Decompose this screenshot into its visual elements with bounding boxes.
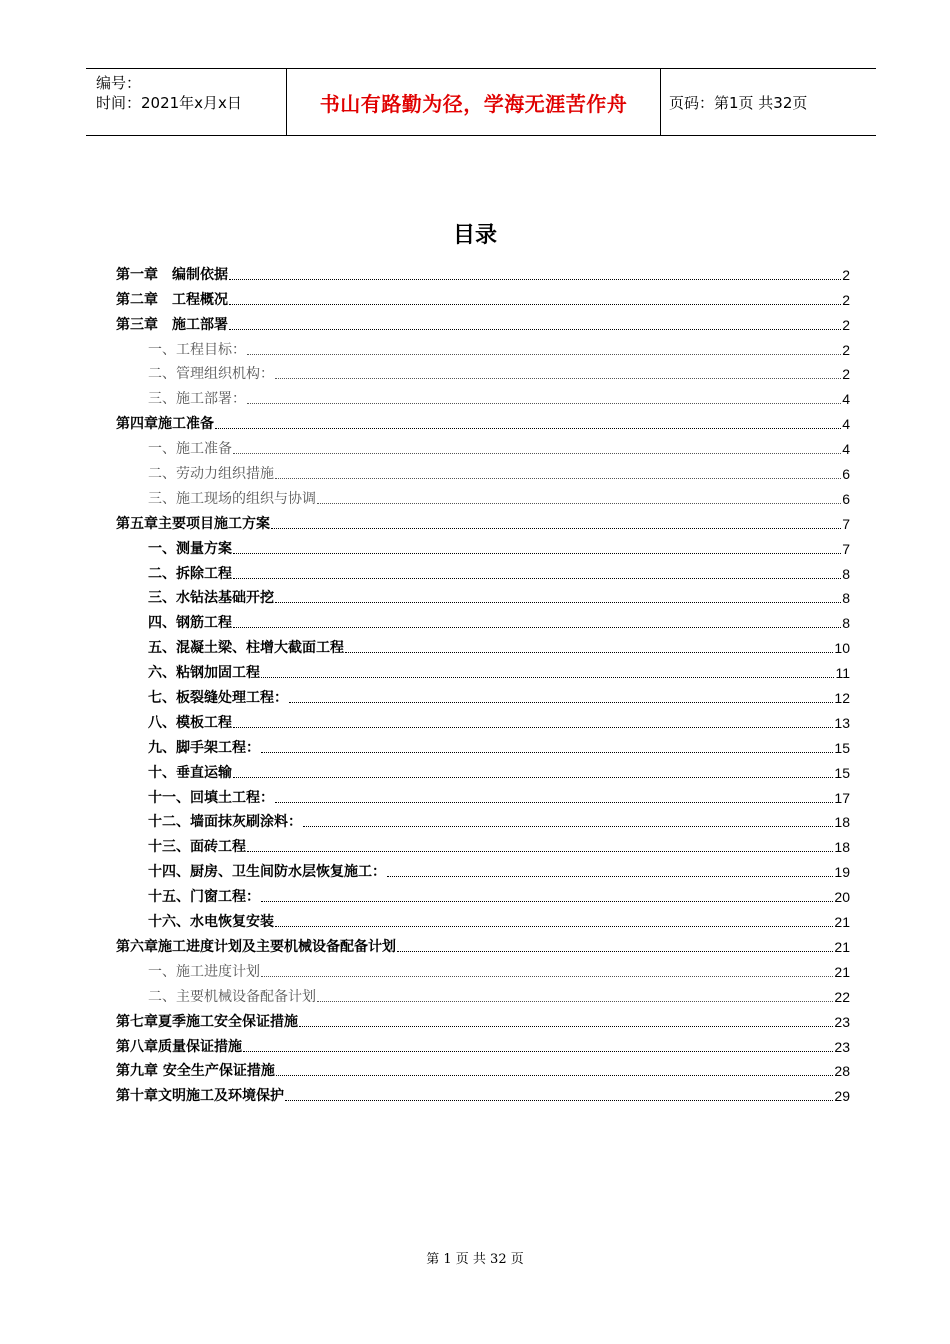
toc-entry-label: 第九章 安全生产保证措施 <box>116 1063 275 1080</box>
toc-dot-leader <box>275 601 841 603</box>
toc-entry[interactable] <box>116 881 850 906</box>
toc-dot-leader <box>345 651 833 653</box>
toc-dot-leader <box>233 726 833 728</box>
toc-entry[interactable] <box>116 458 850 483</box>
toc-entry[interactable] <box>116 707 850 732</box>
header-number-label: 编号： <box>96 74 142 92</box>
toc-dot-leader <box>271 527 841 529</box>
toc-entry-page: 8 <box>842 565 850 582</box>
toc-dot-leader <box>233 626 841 628</box>
toc-entry-label: 第五章主要项目施工方案 <box>116 515 270 532</box>
toc-dot-leader <box>289 701 833 703</box>
toc-entry-page: 6 <box>842 466 850 483</box>
toc-dot-leader <box>275 377 841 379</box>
toc-entry-page: 15 <box>834 739 850 756</box>
toc-entry[interactable] <box>116 284 850 309</box>
toc-entry-page: 23 <box>834 1013 850 1030</box>
toc-entry-label: 二、管理组织机构： <box>148 366 274 383</box>
toc-entry-page: 4 <box>842 416 850 433</box>
header-page-info: 页码：第1页 共32页 <box>669 93 808 112</box>
toc-dot-leader <box>233 452 841 454</box>
toc-entry-label: 第六章施工进度计划及主要机械设备配备计划 <box>116 938 396 955</box>
toc-dot-leader <box>275 801 833 803</box>
toc-entry[interactable] <box>116 906 850 931</box>
toc-entry-page: 10 <box>834 640 850 657</box>
toc-entry[interactable] <box>116 981 850 1006</box>
toc-entry-page: 21 <box>834 938 850 955</box>
page-header <box>86 68 876 136</box>
toc-entry-label: 一、工程目标： <box>148 341 246 358</box>
toc-entry-page: 20 <box>834 889 850 906</box>
toc-dot-leader <box>233 552 841 554</box>
toc-entry-label: 五、混凝土梁、柱增大截面工程 <box>148 640 344 657</box>
toc-entry-page: 11 <box>835 665 850 682</box>
toc-dot-leader <box>247 850 833 852</box>
toc-entry[interactable] <box>116 682 850 707</box>
toc-entry[interactable] <box>116 309 850 334</box>
toc-entry[interactable] <box>116 483 850 508</box>
toc-entry-page: 29 <box>834 1088 850 1105</box>
toc-entry-label: 十二、墙面抹灰刷涂料： <box>148 814 302 831</box>
toc-entry-page: 23 <box>834 1038 850 1055</box>
toc-entry-page: 18 <box>834 839 850 856</box>
toc-entry[interactable] <box>116 383 850 408</box>
toc-dot-leader <box>275 477 841 479</box>
toc-entry-page: 8 <box>842 590 850 607</box>
toc-entry[interactable] <box>116 1056 850 1081</box>
table-of-contents <box>116 259 850 1105</box>
toc-entry-label: 九、脚手架工程： <box>148 739 260 756</box>
toc-entry-page: 2 <box>842 316 850 333</box>
toc-entry[interactable] <box>116 782 850 807</box>
toc-entry-page: 28 <box>834 1063 850 1080</box>
toc-entry[interactable] <box>116 583 850 608</box>
toc-entry[interactable] <box>116 757 850 782</box>
toc-entry-label: 第一章 编制依据 <box>116 266 228 283</box>
toc-entry-label: 三、施工现场的组织与协调 <box>148 490 316 507</box>
toc-entry-page: 21 <box>834 963 850 980</box>
toc-entry-label: 一、测量方案 <box>148 540 232 557</box>
toc-entry[interactable] <box>116 533 850 558</box>
toc-entry-label: 一、施工准备 <box>148 441 232 458</box>
toc-entry-label: 十四、厨房、卫生间防水层恢复施工： <box>148 864 386 881</box>
toc-dot-leader <box>229 328 841 330</box>
toc-entry[interactable] <box>116 807 850 832</box>
toc-dot-leader <box>261 900 833 902</box>
toc-entry-label: 三、水钻法基础开挖 <box>148 590 274 607</box>
toc-entry-label: 十六、水电恢复安装 <box>148 914 274 931</box>
toc-entry[interactable] <box>116 408 850 433</box>
toc-entry[interactable] <box>116 359 850 384</box>
toc-entry-page: 2 <box>842 341 850 358</box>
toc-dot-leader <box>276 1074 834 1076</box>
toc-dot-leader <box>285 1099 833 1101</box>
toc-entry[interactable] <box>116 856 850 881</box>
toc-entry-label: 第三章 施工部署 <box>116 316 228 333</box>
toc-entry-page: 6 <box>842 490 850 507</box>
toc-entry[interactable] <box>116 1031 850 1056</box>
toc-entry[interactable] <box>116 1080 850 1105</box>
toc-dot-leader <box>233 577 841 579</box>
toc-entry-page: 17 <box>834 789 850 806</box>
toc-entry-page: 2 <box>842 291 850 308</box>
toc-entry-label: 第四章施工准备 <box>116 416 214 433</box>
toc-dot-leader <box>233 776 833 778</box>
toc-dot-leader <box>303 825 833 827</box>
toc-dot-leader <box>261 676 834 678</box>
toc-entry-label: 八、模板工程 <box>148 714 232 731</box>
toc-dot-leader <box>261 751 833 753</box>
toc-entry-page: 8 <box>842 615 850 632</box>
toc-entry-page: 4 <box>842 441 850 458</box>
header-motto: 书山有路勤为径，学海无涯苦作舟 <box>319 91 628 116</box>
toc-entry-label: 六、粘钢加固工程 <box>148 665 260 682</box>
toc-entry-page: 18 <box>834 814 850 831</box>
toc-entry-label: 二、劳动力组织措施 <box>148 466 274 483</box>
toc-dot-leader <box>299 1025 833 1027</box>
toc-entry-page: 4 <box>842 391 850 408</box>
header-meta <box>86 69 287 135</box>
toc-entry-page: 7 <box>842 515 850 532</box>
toc-dot-leader <box>261 975 833 977</box>
toc-entry[interactable] <box>116 931 850 956</box>
toc-entry[interactable] <box>116 607 850 632</box>
toc-entry[interactable] <box>116 433 850 458</box>
toc-entry-label: 第二章 工程概况 <box>116 291 228 308</box>
toc-entry-label: 二、主要机械设备配备计划 <box>148 988 316 1005</box>
page-footer: 第 1 页 共 32 页 <box>426 1252 524 1267</box>
toc-entry-label: 四、钢筋工程 <box>148 615 232 632</box>
toc-dot-leader <box>247 402 841 404</box>
toc-entry-page: 2 <box>842 366 850 383</box>
toc-entry[interactable] <box>116 732 850 757</box>
toc-entry-page: 2 <box>842 266 850 283</box>
toc-dot-leader <box>229 278 841 280</box>
toc-entry[interactable] <box>116 558 850 583</box>
toc-dot-leader <box>215 427 841 429</box>
header-time-label: 时间：2021年x月x日 <box>96 94 242 112</box>
toc-entry-label: 十三、面砖工程 <box>148 839 246 856</box>
toc-dot-leader <box>243 1050 833 1052</box>
toc-entry-page: 22 <box>834 988 850 1005</box>
page-title: 目录 <box>452 223 497 248</box>
toc-entry-label: 三、施工部署： <box>148 391 246 408</box>
toc-entry-page: 7 <box>842 540 850 557</box>
toc-dot-leader <box>397 950 833 952</box>
toc-entry-page: 12 <box>834 690 850 707</box>
toc-entry-label: 十五、门窗工程： <box>148 889 260 906</box>
toc-dot-leader <box>275 925 833 927</box>
toc-entry[interactable] <box>116 334 850 359</box>
toc-dot-leader <box>229 303 841 305</box>
toc-entry[interactable] <box>116 259 850 284</box>
toc-entry-label: 第八章质量保证措施 <box>116 1038 242 1055</box>
toc-entry[interactable] <box>116 956 850 981</box>
toc-entry[interactable] <box>116 1006 850 1031</box>
toc-dot-leader <box>387 875 833 877</box>
toc-entry-label: 十一、回填土工程： <box>148 789 274 806</box>
toc-entry-label: 二、拆除工程 <box>148 565 232 582</box>
toc-dot-leader <box>317 502 841 504</box>
toc-entry[interactable] <box>116 632 850 657</box>
toc-entry-label: 一、施工进度计划 <box>148 963 260 980</box>
toc-entry-label: 第十章文明施工及环境保护 <box>116 1088 284 1105</box>
header-page-cell <box>661 69 876 135</box>
toc-dot-leader <box>247 353 841 355</box>
toc-dot-leader <box>317 1000 833 1002</box>
toc-entry-page: 21 <box>834 914 850 931</box>
toc-entry-page: 19 <box>834 864 850 881</box>
toc-entry[interactable] <box>116 508 850 533</box>
toc-entry[interactable] <box>116 831 850 856</box>
toc-entry-label: 第七章夏季施工安全保证措施 <box>116 1013 298 1030</box>
toc-entry-label: 七、板裂缝处理工程： <box>148 690 288 707</box>
toc-entry-label: 十、垂直运输 <box>148 764 232 781</box>
header-motto-cell <box>287 69 661 135</box>
toc-entry-page: 13 <box>834 714 850 731</box>
toc-entry-page: 15 <box>834 764 850 781</box>
toc-entry[interactable] <box>116 657 850 682</box>
